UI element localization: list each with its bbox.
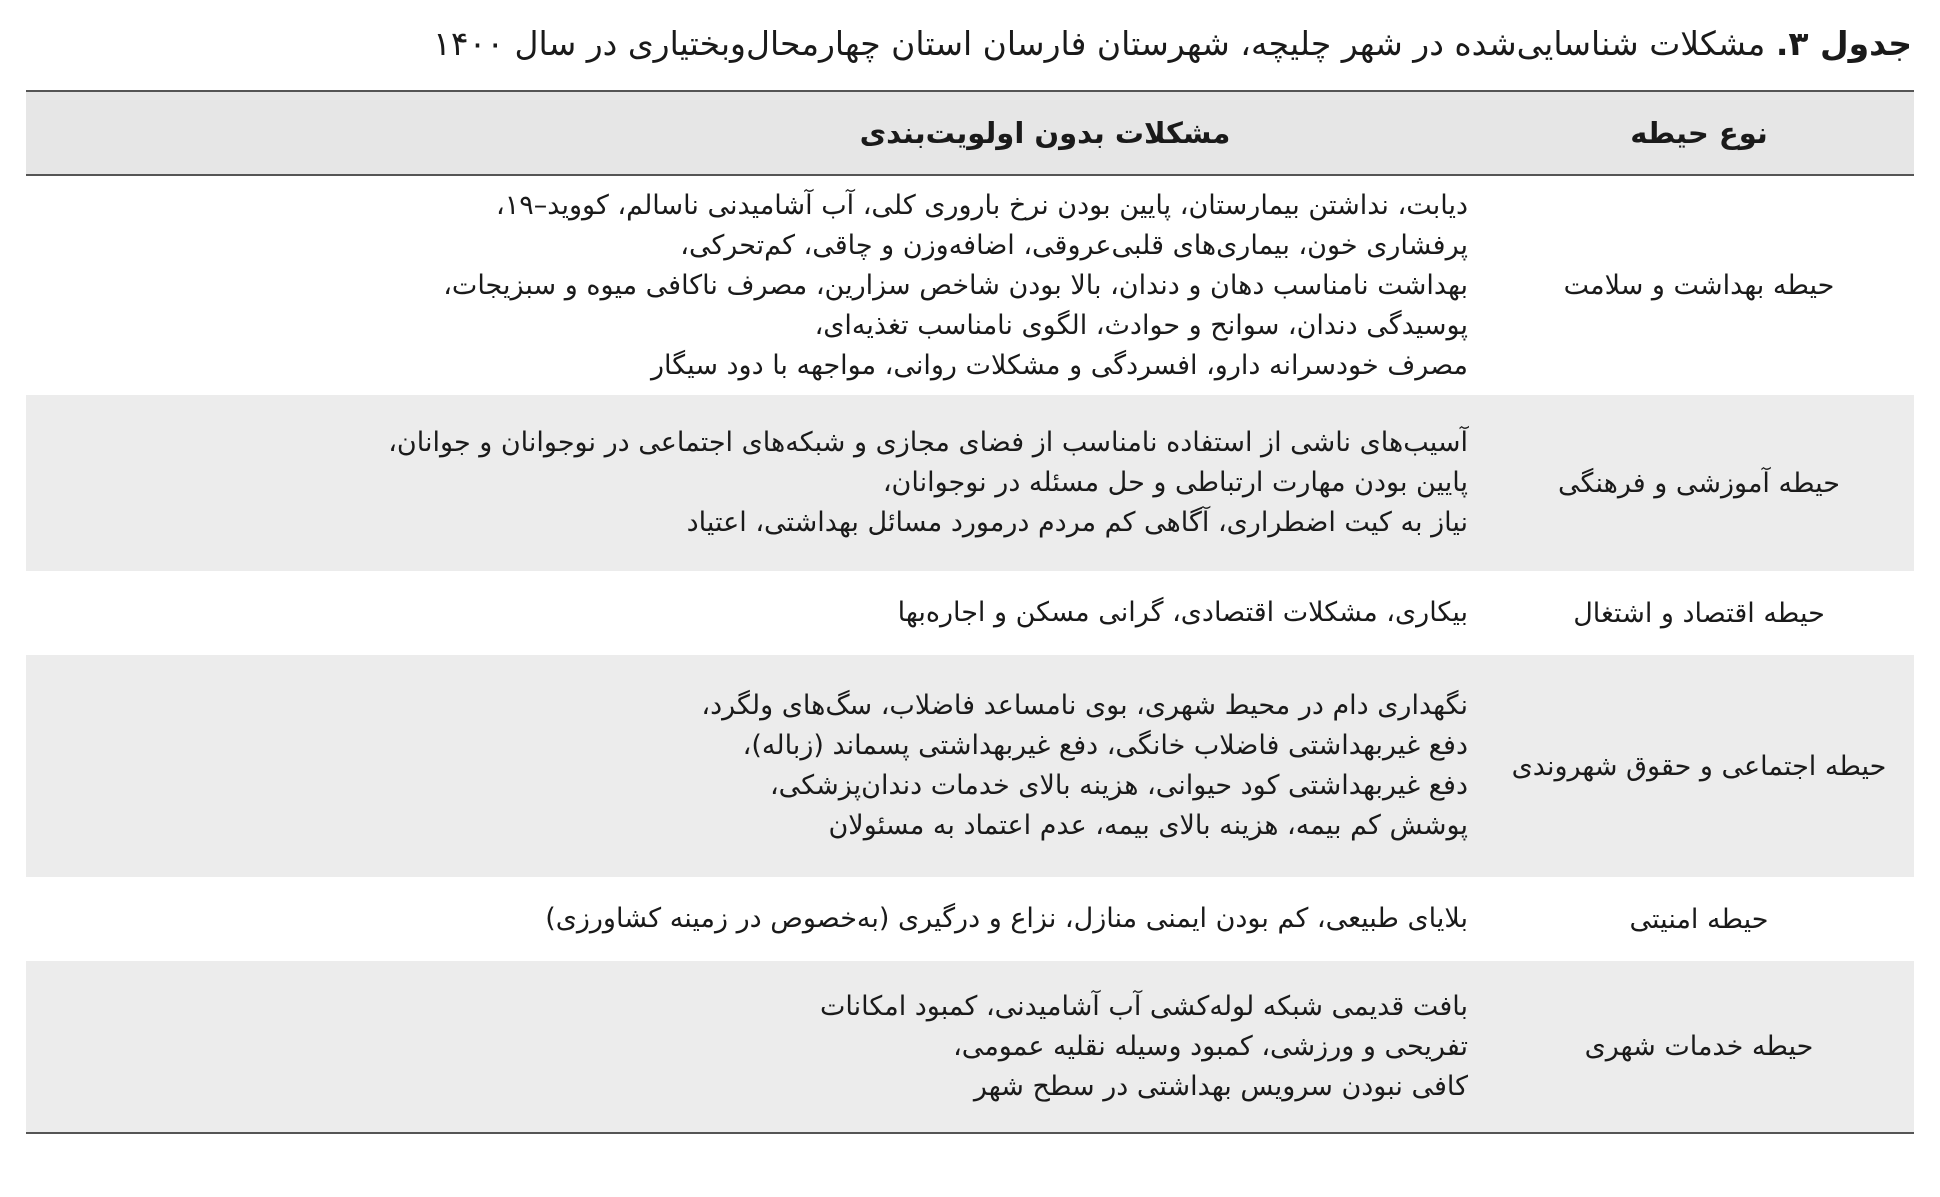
problem-line: مصرف خودسرانه دارو، افسردگی و مشکلات روانی، مواجهه با دود سیگار [651, 349, 1468, 381]
problems-cell [26, 571, 1484, 655]
problem-line: پرفشاری خون، بیماری‌های قلبی‌عروقی، اضافه‌وزن و چاقی، کم‌تحرکی، [680, 229, 1468, 261]
problems-cell [26, 877, 1484, 961]
problem-line: پایین بودن مهارت ارتباطی و حل مسئله در نوجوانان، [882, 467, 1468, 498]
table-row [26, 395, 1914, 571]
problem-line: نیاز به کیت اضطراری، آگاهی کم مردم درمورد مسائل بهداشتی، اعتیاد [686, 507, 1468, 538]
domain-cell: حیطه اجتماعی و حقوق شهروندی [1511, 750, 1887, 782]
header-domain: نوع حیطه [1484, 91, 1914, 175]
header-problems: مشکلات بدون اولویت‌بندی [26, 91, 1484, 175]
problem-line: پوشش کم بیمه، هزینه بالای بیمه، عدم اعتماد به مسئولان [828, 810, 1468, 841]
problem-line: دفع غیربهداشتی فاضلاب خانگی، دفع غیربهداشتی پسماند (زباله)، [742, 730, 1468, 761]
table-caption-label: جدول ۳. [1775, 24, 1912, 63]
problem-line: نگهداری دام در محیط شهری، بوی نامساعد فاضلاب، سگ‌های ولگرد، [701, 690, 1468, 721]
table-caption [28, 20, 1912, 68]
table-row [26, 655, 1914, 877]
problem-line: کافی نبودن سرویس بهداشتی در سطح شهر [973, 1070, 1468, 1102]
problem-line: بافت قدیمی شبکه لوله‌کشی آب آشامیدنی، کمبود امکانات [819, 990, 1468, 1022]
table-header [26, 91, 1914, 175]
problem-line: آسیب‌های ناشی از استفاده نامناسب از فضای مجازی و شبکه‌های اجتماعی در نوجوانان و جوانان، [388, 427, 1468, 458]
domain-cell: حیطه خدمات شهری [1484, 961, 1914, 1133]
domain-cell: حیطه آموزشی و فرهنگی [1558, 467, 1840, 499]
problem-line: پوسیدگی دندان، سوانح و حوادث، الگوی نامناسب تغذیه‌ای، [814, 309, 1468, 341]
table-row [26, 877, 1914, 961]
problems-cell [26, 961, 1484, 1133]
problems-table [26, 90, 1914, 1134]
domain-cell: حیطه اقتصاد و اشتغال [1573, 597, 1825, 629]
problems-cell [26, 655, 1484, 877]
table-row [26, 175, 1914, 395]
table-row [26, 961, 1914, 1133]
problem-line: تفریحی و ورزشی، کمبود وسیله نقلیه عمومی، [953, 1030, 1468, 1062]
domain-cell: حیطه بهداشت و سلامت [1563, 270, 1835, 301]
table-row [26, 571, 1914, 655]
table-caption-text: مشکلات شناسایی‌شده در شهر چلیچه، شهرستان فارسان استان چهارمحال‌وبختیاری در سال ۱۴۰۰ [433, 24, 1766, 63]
problem-line: بلایای طبیعی، کم بودن ایمنی منازل، نزاع و درگیری (به‌خصوص در زمینه کشاورزی) [545, 903, 1468, 934]
header-row [26, 91, 1914, 175]
table-body [26, 175, 1914, 1133]
problem-line: بیکاری، مشکلات اقتصادی، گرانی مسکن و اجاره‌بها [897, 597, 1468, 628]
problem-line: دفع غیربهداشتی کود حیوانی، هزینه بالای خدمات دندان‌پزشکی، [769, 770, 1468, 801]
problem-line: بهداشت نامناسب دهان و دندان، بالا بودن شاخص سزارین، مصرف ناکافی میوه و سبزیجات، [443, 269, 1468, 301]
domain-cell: حیطه امنیتی [1629, 903, 1769, 935]
problems-cell [26, 175, 1484, 395]
problems-cell [26, 395, 1484, 571]
problem-line: دیابت، نداشتن بیمارستان، پایین بودن نرخ باروری کلی، آب آشامیدنی ناسالم، کووید–۱۹، [496, 189, 1468, 221]
